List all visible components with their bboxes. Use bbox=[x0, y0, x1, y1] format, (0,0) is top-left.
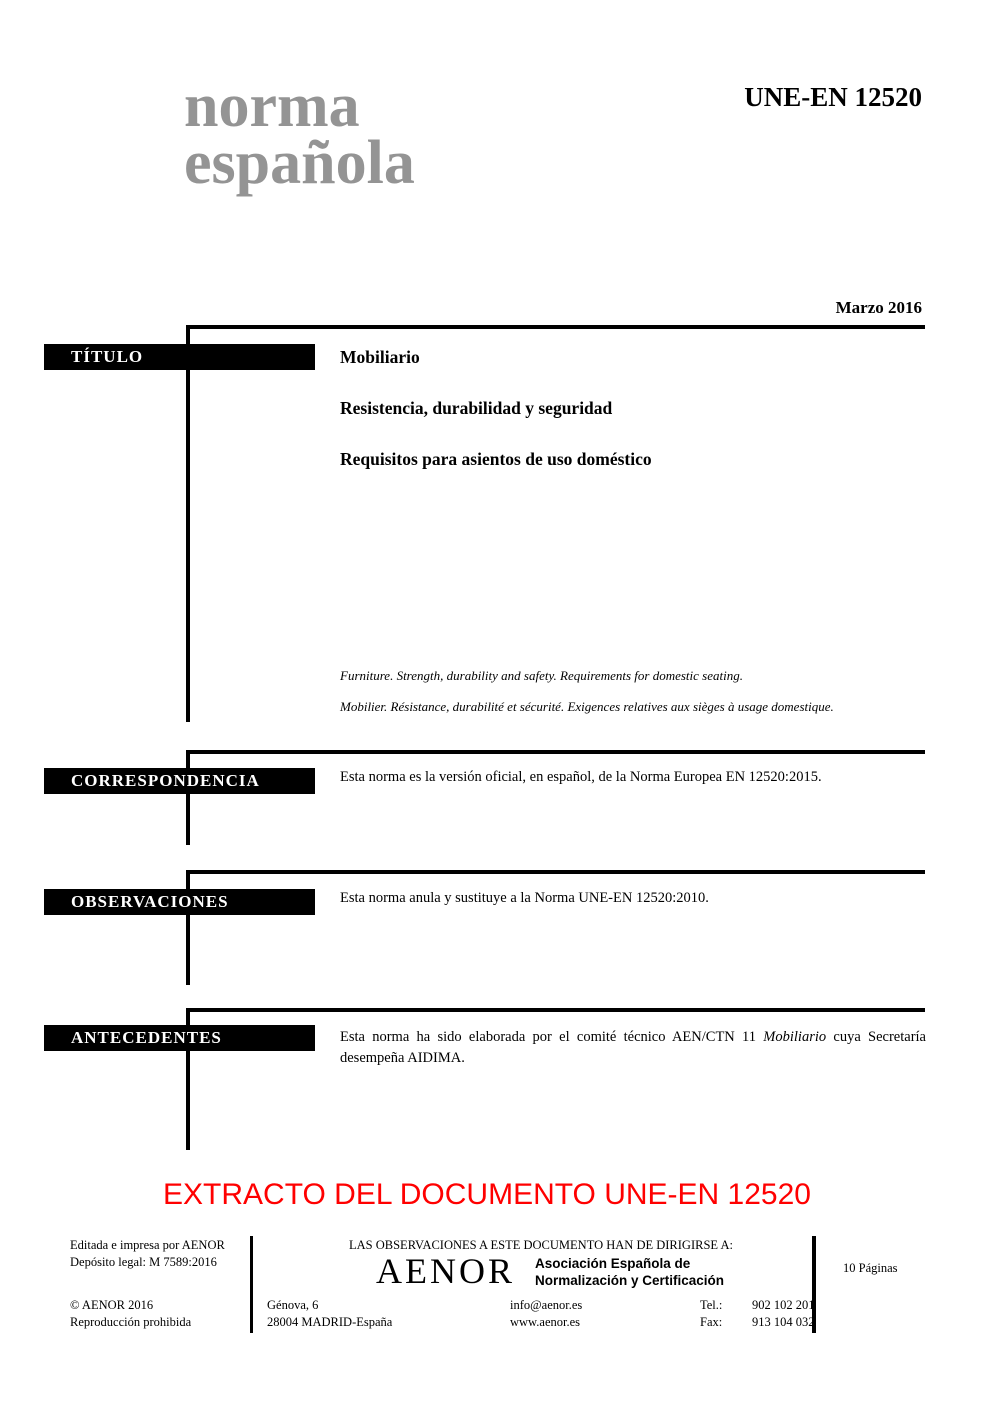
footer-published-by: Editada e impresa por AENOR bbox=[70, 1238, 225, 1252]
footer-fax-row bbox=[700, 1314, 815, 1331]
aenor-org-name bbox=[535, 1255, 724, 1289]
title-line-1: Mobiliario bbox=[340, 347, 420, 367]
footer-copyright: © AENOR 2016 bbox=[70, 1298, 154, 1312]
footer-legal-deposit: Depósito legal: M 7589:2016 bbox=[70, 1255, 217, 1269]
footer-tel-row bbox=[700, 1297, 815, 1314]
correspondencia-text: Esta norma es la versión oficial, en español, de la Norma Europea EN 12520:2015. bbox=[340, 769, 822, 785]
footer-address-block bbox=[267, 1297, 392, 1331]
brand-logo bbox=[184, 72, 415, 197]
document-number: UNE-EN 12520 bbox=[744, 82, 922, 112]
titulo-vertical-rule bbox=[186, 325, 190, 722]
antecedentes-label-box bbox=[44, 1025, 315, 1051]
aenor-org-line2: Normalización y Certificación bbox=[535, 1273, 725, 1288]
footer-email: info@aenor.es bbox=[510, 1298, 583, 1312]
footer-address-line2: 28004 MADRID-España bbox=[267, 1315, 393, 1329]
observaciones-label: OBSERVACIONES bbox=[71, 892, 229, 911]
correspondencia-label-box bbox=[44, 768, 315, 794]
title-line-3: Requisitos para asientos de uso doméstico bbox=[340, 449, 652, 469]
titulo-top-rule bbox=[186, 325, 925, 329]
footer-page-count: 10 Páginas bbox=[843, 1261, 898, 1275]
footer-fax-label: Fax: bbox=[700, 1315, 723, 1329]
footer-tel-label: Tel.: bbox=[700, 1298, 723, 1312]
titulo-label: TÍTULO bbox=[71, 347, 144, 366]
footer-phone-block bbox=[700, 1297, 815, 1331]
antecedentes-text bbox=[340, 1027, 926, 1069]
observaciones-label-box bbox=[44, 889, 315, 915]
footer-separator-left bbox=[250, 1236, 253, 1333]
titulo-label-box bbox=[44, 344, 315, 370]
correspondencia-top-rule bbox=[186, 750, 925, 754]
extract-notice: EXTRACTO DEL DOCUMENTO UNE-EN 12520 bbox=[163, 1178, 811, 1211]
correspondencia-vertical-rule bbox=[186, 750, 190, 845]
correspondencia-label: CORRESPONDENCIA bbox=[71, 771, 260, 790]
footer-reproduction: Reproducción prohibida bbox=[70, 1315, 192, 1329]
footer-web: www.aenor.es bbox=[510, 1315, 581, 1329]
footer-contact-block bbox=[510, 1297, 582, 1331]
title-line-2: Resistencia, durabilidad y seguridad bbox=[340, 398, 613, 418]
footer-publisher-block bbox=[70, 1237, 225, 1271]
observaciones-text: Esta norma anula y sustituye a la Norma UNE-EN 12520:2010. bbox=[340, 890, 709, 906]
publication-date: Marzo 2016 bbox=[835, 298, 922, 317]
observaciones-vertical-rule bbox=[186, 870, 190, 985]
antecedentes-text-part2: cuya Secretaría desempeña AIDIMA. bbox=[340, 1029, 926, 1066]
footer-copyright-block bbox=[70, 1297, 191, 1331]
footer-observations-notice: LAS OBSERVACIONES A ESTE DOCUMENTO HAN DE DIRIGIRSE A: bbox=[349, 1238, 733, 1252]
brand-line-2: española bbox=[184, 129, 415, 197]
title-translation-french: Mobilier. Résistance, durabilité et sécurité. Exigences relatives aux sièges à usage domestique. bbox=[340, 699, 834, 714]
aenor-logo: AENOR bbox=[376, 1251, 515, 1291]
brand-line-1: norma bbox=[184, 72, 360, 140]
antecedentes-text-italic: Mobiliario bbox=[763, 1029, 827, 1045]
observaciones-top-rule bbox=[186, 870, 925, 874]
footer-fax-value: 913 104 032 bbox=[752, 1315, 815, 1329]
antecedentes-top-rule bbox=[186, 1008, 925, 1012]
footer-tel-value: 902 102 201 bbox=[752, 1298, 815, 1312]
title-translation-english: Furniture. Strength, durability and safety. Requirements for domestic seating. bbox=[340, 668, 743, 683]
footer-address-line1: Génova, 6 bbox=[267, 1298, 319, 1312]
antecedentes-text-part1: Esta norma ha sido elaborada por el comité técnico AEN/CTN 11 bbox=[340, 1029, 764, 1045]
aenor-org-line1: Asociación Española de bbox=[535, 1256, 691, 1271]
antecedentes-label: ANTECEDENTES bbox=[71, 1028, 222, 1047]
